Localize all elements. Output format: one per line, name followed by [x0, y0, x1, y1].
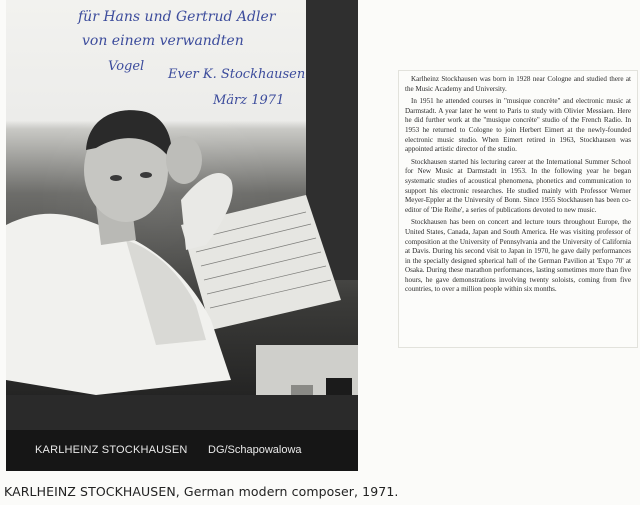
hand	[166, 136, 202, 184]
inscription-date: März 1971	[213, 93, 285, 108]
photo-caption-credit: DG/Schapowalowa	[208, 444, 302, 456]
inscription-line: von einem verwandten	[82, 33, 244, 49]
console	[6, 395, 358, 430]
biography-paragraph: Karlheinz Stockhausen was born in 1928 near Cologne and studied there at the Music Academy and University.	[405, 75, 631, 93]
handwritten-inscription	[68, 2, 348, 142]
biography-paragraph: Stockhausen has been on concert and lecture tours throughout Europe, the United States, Canada, Japan and South America. He was visiting professor of composition at the University of Pennsylvania and the University of California at Davis. During his second visit to Japan in 1970, he gave daily performances in the specially designed spherical hall of the German Pavilion at 'Expo 70' at Osaka. During these marathon performances, lasting sometimes more than five hours, he gave demonstrations involving twenty soloists, coming from five countries, to over a million people within six months.	[405, 218, 631, 294]
biography-card	[398, 70, 638, 348]
photo-caption-bar	[6, 430, 358, 471]
biography-paragraph: In 1951 he attended courses in "musique concrète" and electronic music at Darmstadt. A year later he went to Paris to study with Olivier Messiaen. Here he did further work at the "musique concrète" studio of the French Radio. In 1953 he returned to Cologne to join Herbert Eimert at the newly-founded electronic music studio. When Eimert retired in 1963, Stockhausen was appointed artistic director of the studio.	[405, 97, 631, 154]
signed-photo	[6, 0, 358, 471]
eye	[110, 175, 122, 181]
photo-caption-name: KARLHEINZ STOCKHAUSEN	[35, 444, 188, 456]
bottom-caption: KARLHEINZ STOCKHAUSEN, German modern composer, 1971.	[4, 484, 399, 499]
inscription-line: für Hans und Gertrud Adler	[78, 9, 276, 25]
signature: Ever K. Stockhausen	[168, 67, 306, 82]
inscription-line: Vogel	[108, 59, 145, 74]
eye	[140, 172, 152, 178]
biography-paragraph: Stockhausen started his lecturing career at the International Summer School for New Music at Darmstadt in 1953. In the following year he began systematic studies of acoustical phenomena, phonetics and communication to support his electronic researches. He studied mainly with Professor Werner Meyer-Eppler at the University of Bonn. Since 1955 Stockhausen has been co-editor of 'Die Reihe', a series of publications devoted to new music.	[405, 157, 631, 214]
composer-photo	[6, 0, 358, 430]
